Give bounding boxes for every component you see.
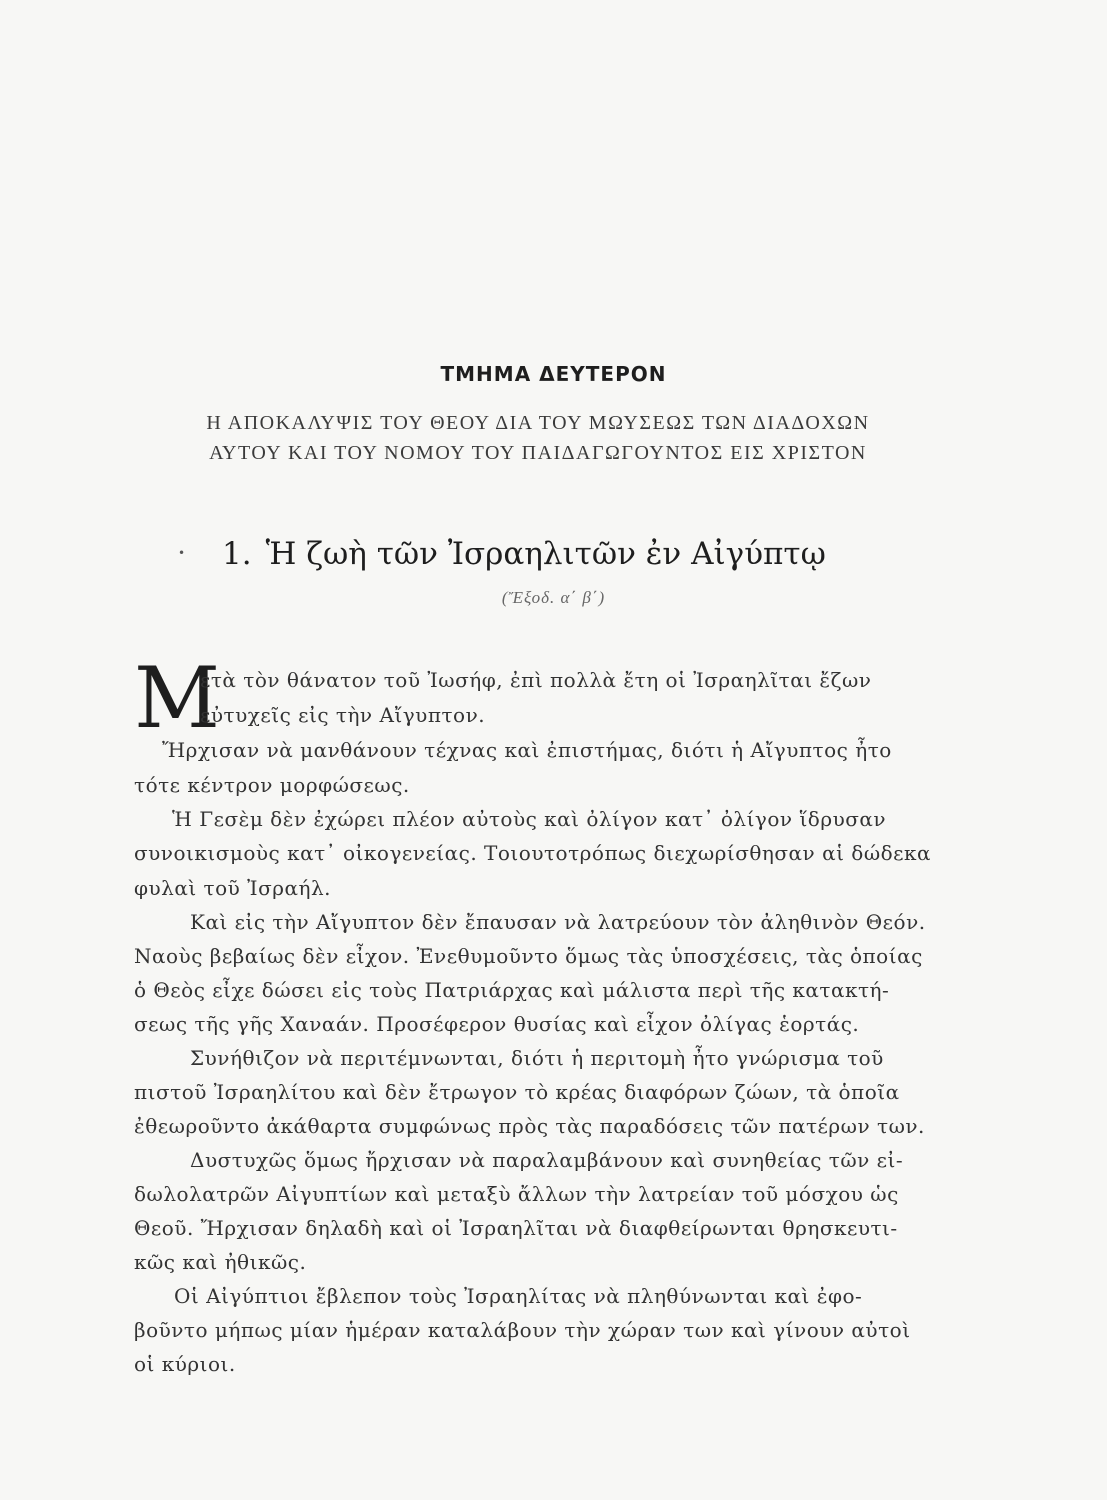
text-line-11: σεως τῆς γῆς Χαναάν. Προσέφερον θυσίας καὶ εἶχον ὀλίγας ἑορτάς. bbox=[134, 1012, 860, 1036]
text-line-6: συνοικισμοὺς κατ᾽ οἰκογενείας. Τοιουτοτρόπως διεχωρίσθησαν αἱ δώδεκα bbox=[134, 841, 932, 865]
drop-cap: Μ bbox=[134, 649, 221, 747]
scripture-reference: (Ἔξοδ. α΄ β΄) bbox=[501, 588, 606, 607]
text-line-15: Δυστυχῶς ὅμως ἤρχισαν νὰ παραλαμβάνουν καὶ συνηθείας τῶν εἰ- bbox=[190, 1148, 904, 1172]
text-line-20: βοῦντο μήπως μίαν ἡμέραν καταλάβουν τὴν χώραν των καὶ γίνουν αὐτοὶ bbox=[134, 1318, 911, 1342]
text-line-12: Συνήθιζον νὰ περιτέμνωνται, διότι ἡ περιτομὴ ἦτο γνώρισμα τοῦ bbox=[190, 1046, 884, 1070]
text-line-9: Ναοὺς βεβαίως δὲν εἶχον. Ἐνεθυμοῦντο ὅμως τὰς ὑποσχέσεις, τὰς ὁποίας bbox=[134, 944, 923, 968]
text-line-16: δωλολατρῶν Αἰγυπτίων καὶ μεταξὺ ἄλλων τὴν λατρείαν τοῦ μόσχου ὡς bbox=[134, 1182, 899, 1206]
text-line-3: Ἤρχισαν νὰ μανθάνουν τέχνας καὶ ἐπιστήμας, διότι ἡ Αἴγυπτος ἦτο bbox=[162, 738, 892, 762]
text-line-14: ἐθεωροῦντο ἀκάθαρτα συμφώνως πρὸς τὰς παραδόσεις τῶν πατέρων των. bbox=[134, 1114, 925, 1138]
section-subtitle-line-2: ΑΥΤΟΥ ΚΑΙ ΤΟΥ ΝΟΜΟΥ ΤΟΥ ΠΑΙΔΑΓΩΓΟΥΝΤΟΣ ΕΙΣ ΧΡΙΣΤΟΝ bbox=[209, 442, 867, 464]
text-line-18: κῶς καὶ ἠθικῶς. bbox=[134, 1250, 307, 1274]
text-line-7: φυλαὶ τοῦ Ἰσραήλ. bbox=[134, 876, 332, 900]
text-line-21: οἱ κύριοι. bbox=[134, 1352, 236, 1376]
text-line-4: τότε κέντρον μορφώσεως. bbox=[134, 773, 410, 797]
text-line-10: ὁ Θεὸς εἶχε δώσει εἰς τοὺς Πατριάρχας καὶ μάλιστα περὶ τῆς κατακτή- bbox=[134, 978, 890, 1002]
text-line-17: Θεοῦ. Ἤρχισαν δηλαδὴ καὶ οἱ Ἰσραηλῖται νὰ διαφθείρωνται θρησκευτι- bbox=[134, 1216, 898, 1240]
text-line-1: ετὰ τὸν θάνατον τοῦ Ἰωσήφ, ἐπὶ πολλὰ ἔτη οἱ Ἰσραηλῖται ἔζων bbox=[200, 668, 872, 692]
text-line-2: εὐτυχεῖς εἰς τὴν Αἴγυπτον. bbox=[200, 703, 486, 727]
text-line-13: πιστοῦ Ἰσραηλίτου καὶ δὲν ἔτρωγον τὸ κρέας διαφόρων ζώων, τὰ ὁποῖα bbox=[134, 1080, 900, 1104]
chapter-number: 1. bbox=[222, 536, 252, 572]
text-line-19: Οἱ Αἰγύπτιοι ἔβλεπον τοὺς Ἰσραηλίτας νὰ πληθύνωνται καὶ ἐφο- bbox=[174, 1284, 863, 1308]
chapter-title bbox=[222, 536, 826, 572]
section-heading: ΤΜΗΜΑ ΔΕΥΤΕΡΟΝ bbox=[440, 362, 667, 386]
chapter-title-text: Ἡ ζωὴ τῶν Ἰσραηλιτῶν ἐν Αἰγύπτῳ bbox=[265, 536, 826, 572]
text-line-5: Ἡ Γεσὲμ δὲν ἐχώρει πλέον αὐτοὺς καὶ ὀλίγον κατ᾽ ὀλίγον ἵδρυσαν bbox=[172, 807, 887, 831]
print-mark: • bbox=[178, 546, 186, 560]
section-subtitle-line-1: Η ΑΠΟΚΑΛΥΨΙΣ ΤΟΥ ΘΕΟΥ ΔΙΑ ΤΟΥ ΜΩΥΣΕΩΣ ΤΩΝ ΔΙΑΔΟΧΩΝ bbox=[206, 412, 870, 434]
text-line-8: Καὶ εἰς τὴν Αἴγυπτον δὲν ἔπαυσαν νὰ λατρεύουν τὸν ἀληθινὸν Θεόν. bbox=[190, 910, 926, 934]
